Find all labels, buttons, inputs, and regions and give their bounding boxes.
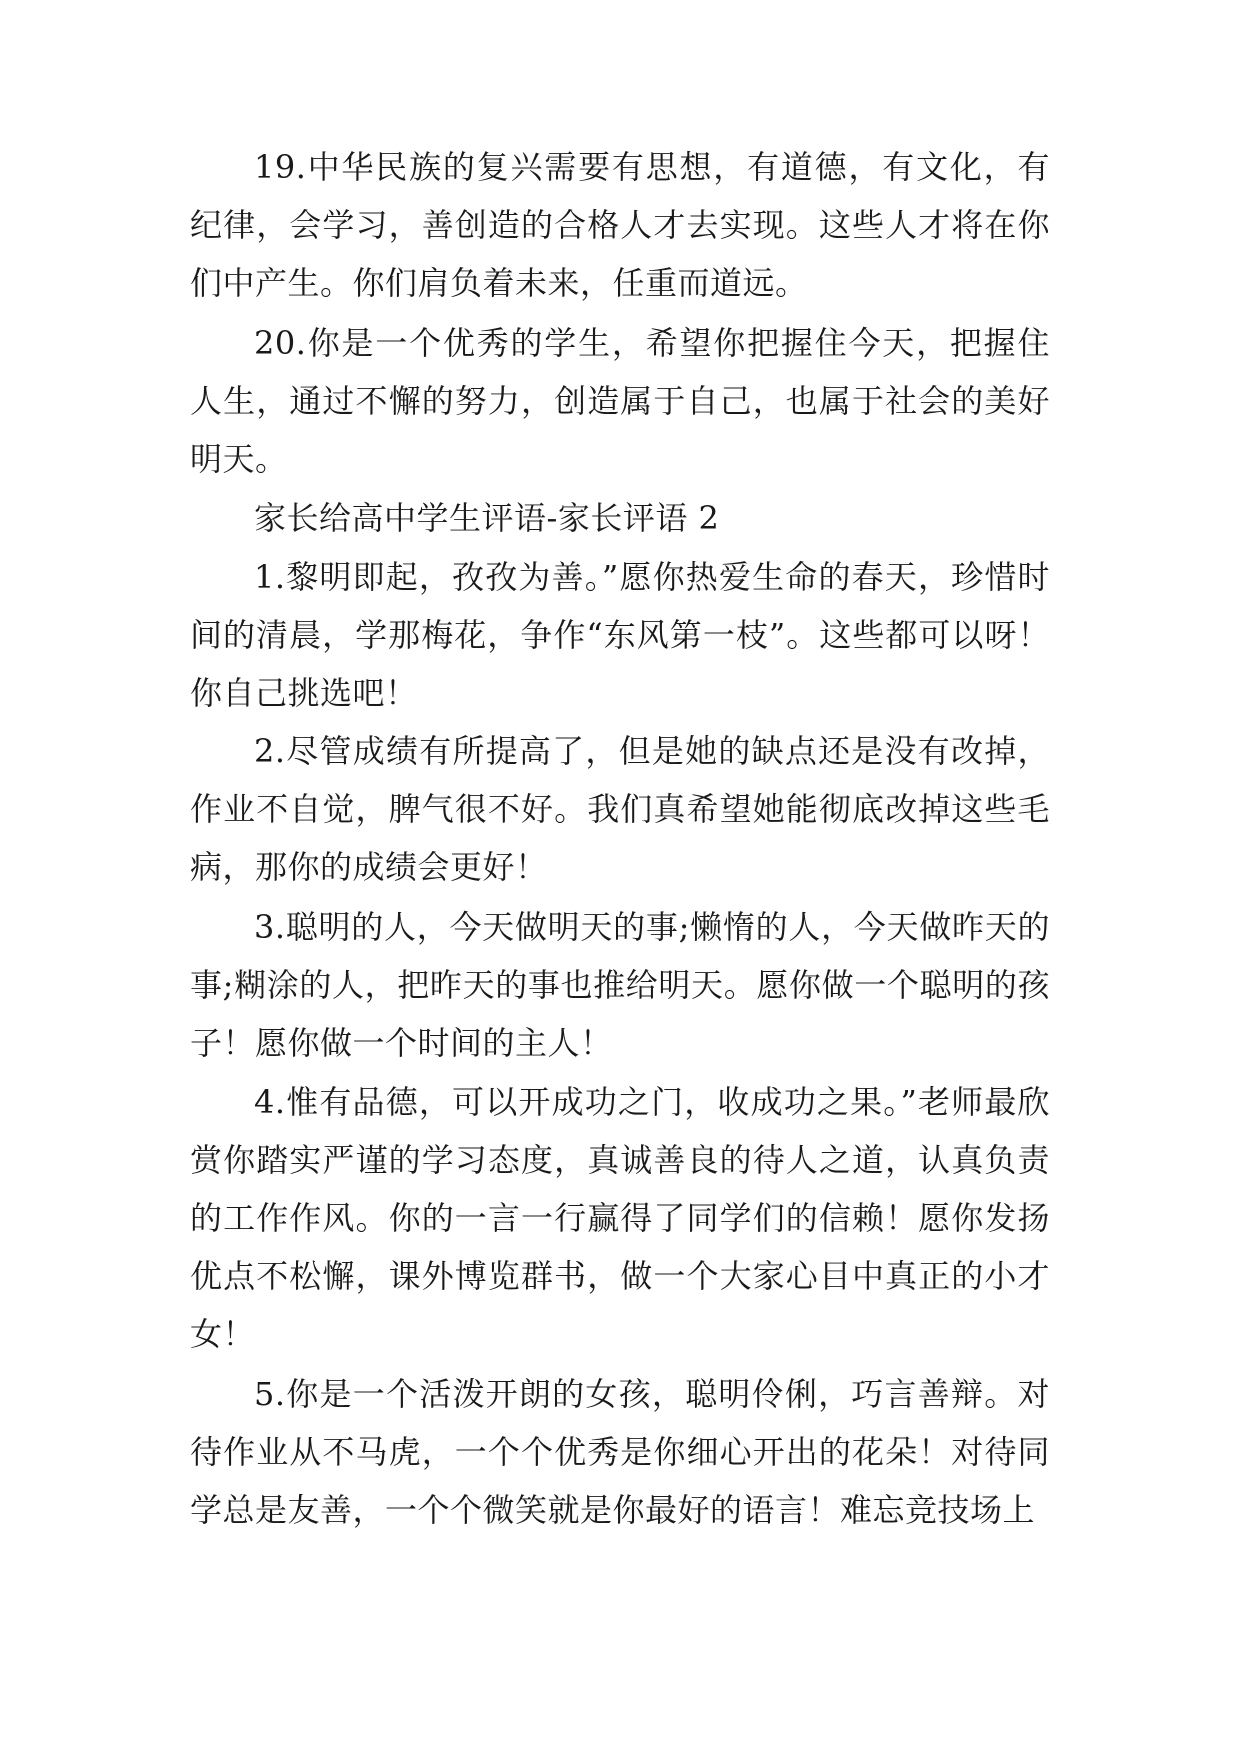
paragraph-item-20: 20.你是一个优秀的学生，希望你把握住今天，把握住人生，通过不懈的努力，创造属于自己，也属于社会的美好明天。	[190, 324, 1050, 478]
paragraph-item-5: 5.你是一个活泼开朗的女孩，聪明伶俐，巧言善辩。对待作业从不马虎，一个个优秀是你细心开出的花朵！对待同学总是友善，一个个微笑就是你最好的语言！难忘竞技场上	[190, 1375, 1050, 1529]
paragraph-item-4: 4.惟有品德，可以开成功之门，收成功之果。”老师最欣赏你踏实严谨的学习态度，真诚善良的待人之道，认真负责的工作作风。你的一言一行赢得了同学们的信赖！愿你发扬优点不松懈，课外博览群书，做一个大家心目中真正的小才女！	[190, 1083, 1050, 1353]
paragraph-item-2: 2.尽管成绩有所提高了，但是她的缺点还是没有改掉，作业不自觉，脾气很不好。我们真希望她能彻底改掉这些毛病，那你的成绩会更好！	[190, 732, 1050, 886]
paragraph-item-19: 19.中华民族的复兴需要有思想，有道德，有文化，有纪律，会学习，善创造的合格人才去实现。这些人才将在你们中产生。你们肩负着未来，任重而道远。	[190, 148, 1050, 302]
paragraph-item-3: 3.聪明的人，今天做明天的事;懒惰的人，今天做昨天的事;糊涂的人，把昨天的事也推给明天。愿你做一个聪明的孩子！愿你做一个时间的主人！	[190, 908, 1050, 1062]
paragraph-item-1: 1.黎明即起，孜孜为善。”愿你热爱生命的春天，珍惜时间的清晨，学那梅花，争作“东风第一枝”。这些都可以呀！你自己挑选吧！	[190, 558, 1050, 712]
section-heading: 家长给高中学生评语-家长评语 2	[254, 499, 720, 537]
